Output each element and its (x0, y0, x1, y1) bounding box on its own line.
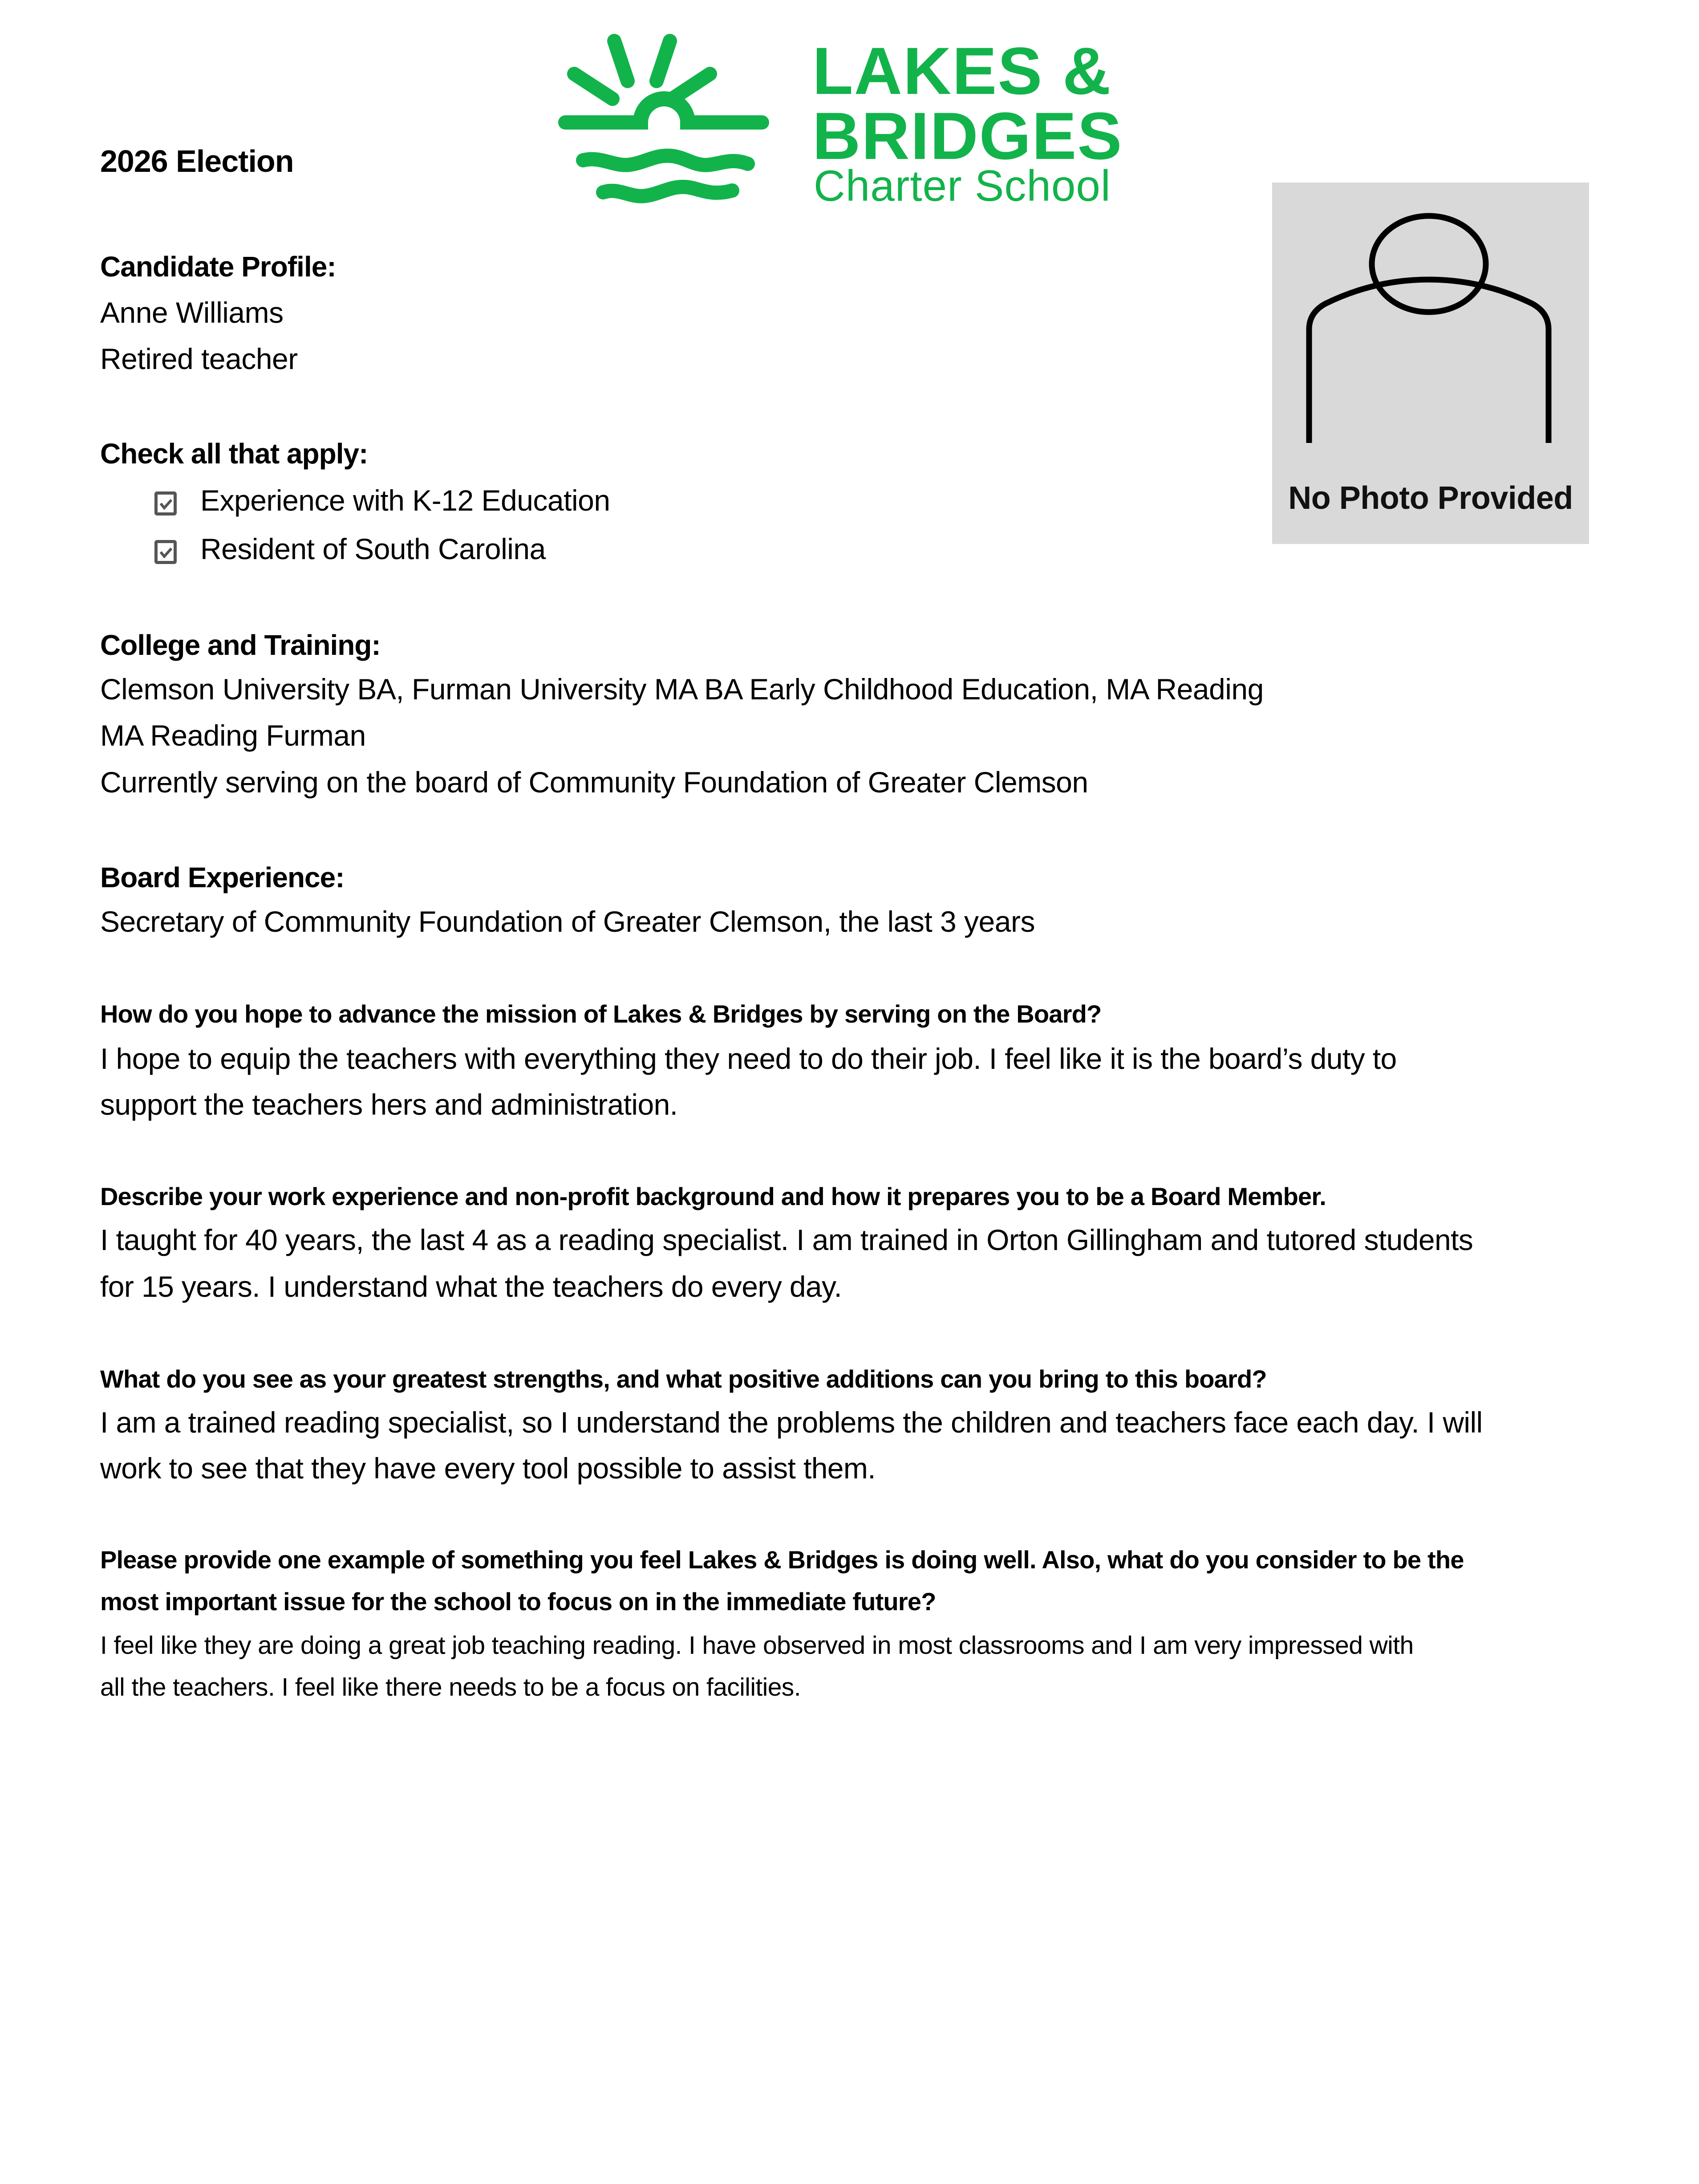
answer-strengths-line: I am a trained reading specialist, so I understand the problems the children and teachers face each day. I will (100, 1406, 1483, 1439)
checkbox-sc-resident[interactable] (154, 540, 177, 564)
board-experience-line: Secretary of Community Foundation of Greater Clemson, the last 3 years (100, 905, 1035, 938)
checklist-heading: Check all that apply: (100, 438, 368, 470)
checkmark-icon (159, 497, 173, 511)
candidate-photo-placeholder (1272, 183, 1589, 544)
question-strengths: What do you see as your greatest strengths, and what positive additions can you bring to this board? (100, 1365, 1267, 1393)
college-training-line: Currently serving on the board of Community Foundation of Greater Clemson (100, 766, 1088, 799)
checklist-item-label: Resident of South Carolina (200, 532, 546, 565)
candidate-name: Anne Williams (100, 296, 284, 329)
school-logo (556, 31, 1153, 209)
college-training-line: Clemson University BA, Furman University MA BA Early Childhood Education, MA Reading (100, 673, 1264, 706)
answer-doing-well-line: all the teachers. I feel like there needs to be a focus on facilities. (100, 1673, 801, 1701)
answer-mission-line: support the teachers hers and administration. (100, 1088, 678, 1121)
college-training-line: MA Reading Furman (100, 719, 366, 752)
no-photo-caption: No Photo Provided (1288, 480, 1573, 516)
candidate-profile-heading: Candidate Profile: (100, 251, 336, 283)
answer-strengths-line: work to see that they have every tool possible to assist them. (100, 1452, 876, 1485)
candidate-occupation: Retired teacher (100, 342, 298, 375)
board-experience-heading: Board Experience: (100, 861, 345, 893)
logo-text-charter-school: Charter School (814, 161, 1111, 210)
college-training-heading: College and Training: (100, 629, 381, 661)
question-doing-well: Please provide one example of something you feel Lakes & Bridges is doing well. Also, what do you consider to be the (100, 1546, 1464, 1574)
answer-mission-line: I hope to equip the teachers with everything they need to do their job. I feel like it is the board’s duty to (100, 1042, 1397, 1075)
logo-text-bridges: BRIDGES (812, 98, 1123, 173)
answer-work-experience-line: I taught for 40 years, the last 4 as a reading specialist. I am trained in Orton Gillingham and tutored students (100, 1223, 1473, 1256)
question-mission: How do you hope to advance the mission of Lakes & Bridges by serving on the Board? (100, 1000, 1102, 1028)
sunrise-over-water-icon (556, 31, 770, 205)
checkmark-icon (159, 546, 173, 559)
question-work-experience: Describe your work experience and non-profit background and how it prepares you to be a Board Member. (100, 1182, 1326, 1210)
answer-doing-well-line: I feel like they are doing a great job teaching reading. I have observed in most classrooms and I am very impressed with (100, 1631, 1414, 1660)
answer-work-experience-line: for 15 years. I understand what the teachers do every day. (100, 1270, 842, 1303)
page-title: 2026 Election (100, 144, 294, 179)
checklist-item-label: Experience with K-12 Education (200, 484, 610, 517)
question-doing-well-cont: most important issue for the school to focus on in the immediate future? (100, 1587, 936, 1616)
logo-text-lakes: LAKES & (812, 33, 1112, 108)
checkbox-k12-experience[interactable] (154, 491, 177, 516)
